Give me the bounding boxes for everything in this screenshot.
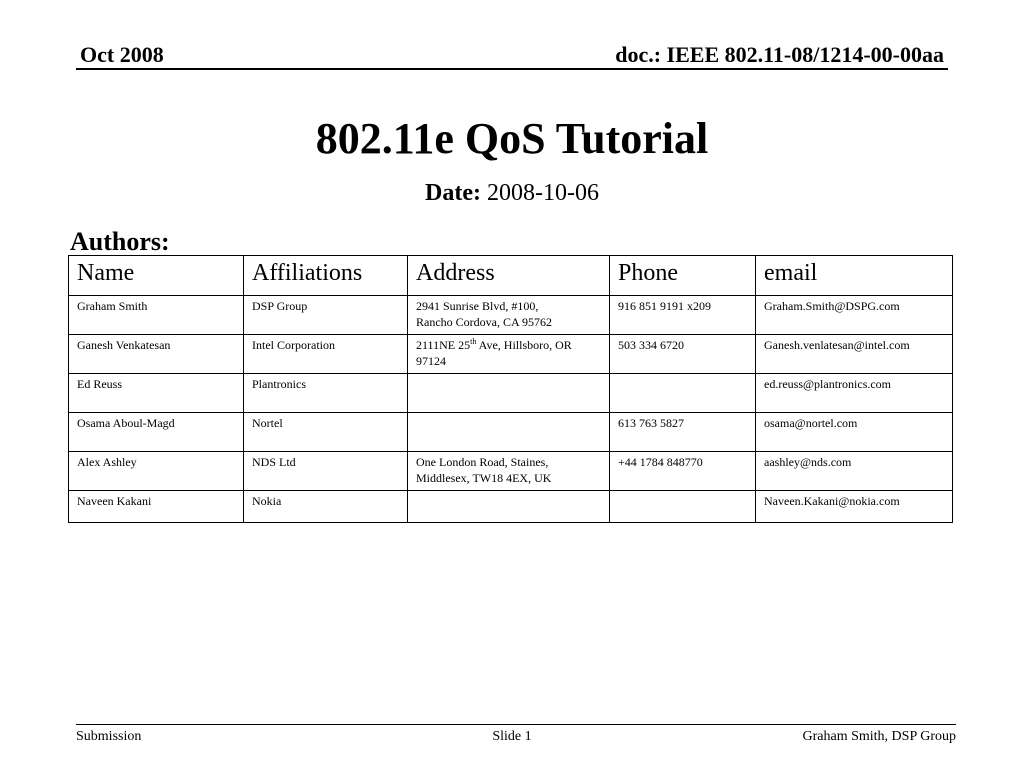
author-affiliation: NDS Ltd	[244, 452, 408, 491]
table-row	[69, 335, 953, 374]
slide-title: 802.11e QoS Tutorial	[315, 114, 709, 163]
author-phone: +44 1784 848770	[610, 452, 756, 491]
col-header-affiliations: Affiliations	[244, 256, 408, 296]
authors-heading: Authors:	[70, 227, 170, 256]
author-affiliation: Nokia	[244, 491, 408, 523]
author-name: Naveen Kakani	[69, 491, 244, 523]
author-phone: 613 763 5827	[610, 413, 756, 452]
date-line	[0, 180, 1024, 207]
col-header-address: Address	[408, 256, 610, 296]
author-affiliation: DSP Group	[244, 296, 408, 335]
author-email: Ganesh.venlatesan@intel.com	[756, 335, 953, 374]
author-email: aashley@nds.com	[756, 452, 953, 491]
header-doc-id: doc.: IEEE 802.11-08/1214-00-00aa	[615, 42, 944, 67]
col-header-email: email	[756, 256, 953, 296]
author-address	[408, 374, 610, 413]
col-header-name: Name	[69, 256, 244, 296]
author-name: Osama Aboul-Magd	[69, 413, 244, 452]
author-affiliation: Nortel	[244, 413, 408, 452]
author-address	[408, 296, 610, 335]
author-affiliation: Plantronics	[244, 374, 408, 413]
table-row	[69, 452, 953, 491]
footer-submission: Submission	[76, 729, 142, 744]
author-name: Ed Reuss	[69, 374, 244, 413]
table-header-row	[69, 256, 953, 296]
author-phone: 503 334 6720	[610, 335, 756, 374]
table-row	[69, 374, 953, 413]
table-row	[69, 413, 953, 452]
footer-slide-number: Slide 1	[492, 729, 532, 744]
address-line: 97124	[416, 354, 446, 369]
author-address	[408, 452, 610, 491]
author-name: Graham Smith	[69, 296, 244, 335]
author-email: ed.reuss@plantronics.com	[756, 374, 953, 413]
authors-table	[68, 255, 953, 523]
author-address	[408, 335, 610, 374]
author-name: Alex Ashley	[69, 452, 244, 491]
table-row	[69, 296, 953, 335]
author-phone	[610, 491, 756, 523]
address-part: 2111NE 25	[416, 338, 471, 352]
col-header-phone: Phone	[610, 256, 756, 296]
author-email: Naveen.Kakani@nokia.com	[756, 491, 953, 523]
footer-rule	[76, 724, 956, 725]
table-row	[69, 491, 953, 523]
address-line	[416, 338, 572, 352]
header-date: Oct 2008	[80, 42, 164, 67]
author-address	[408, 413, 610, 452]
author-phone: 916 851 9191 x209	[610, 296, 756, 335]
ordinal-suffix: th	[470, 337, 477, 346]
author-name: Ganesh Venkatesan	[69, 335, 244, 374]
date-value: 2008-10-06	[486, 180, 599, 206]
address-line: Rancho Cordova, CA 95762	[416, 315, 552, 330]
author-affiliation: Intel Corporation	[244, 335, 408, 374]
author-email: osama@nortel.com	[756, 413, 953, 452]
footer-author: Graham Smith, DSP Group	[802, 729, 956, 744]
address-part: Ave, Hillsboro, OR	[476, 338, 572, 352]
date-label: Date:	[425, 180, 481, 206]
header-rule	[76, 68, 948, 70]
address-line: One London Road, Staines,	[416, 455, 549, 469]
author-address	[408, 491, 610, 523]
address-line: Middlesex, TW18 4EX, UK	[416, 471, 552, 486]
address-line: 2941 Sunrise Blvd, #100,	[416, 299, 539, 313]
author-email: Graham.Smith@DSPG.com	[756, 296, 953, 335]
author-phone	[610, 374, 756, 413]
